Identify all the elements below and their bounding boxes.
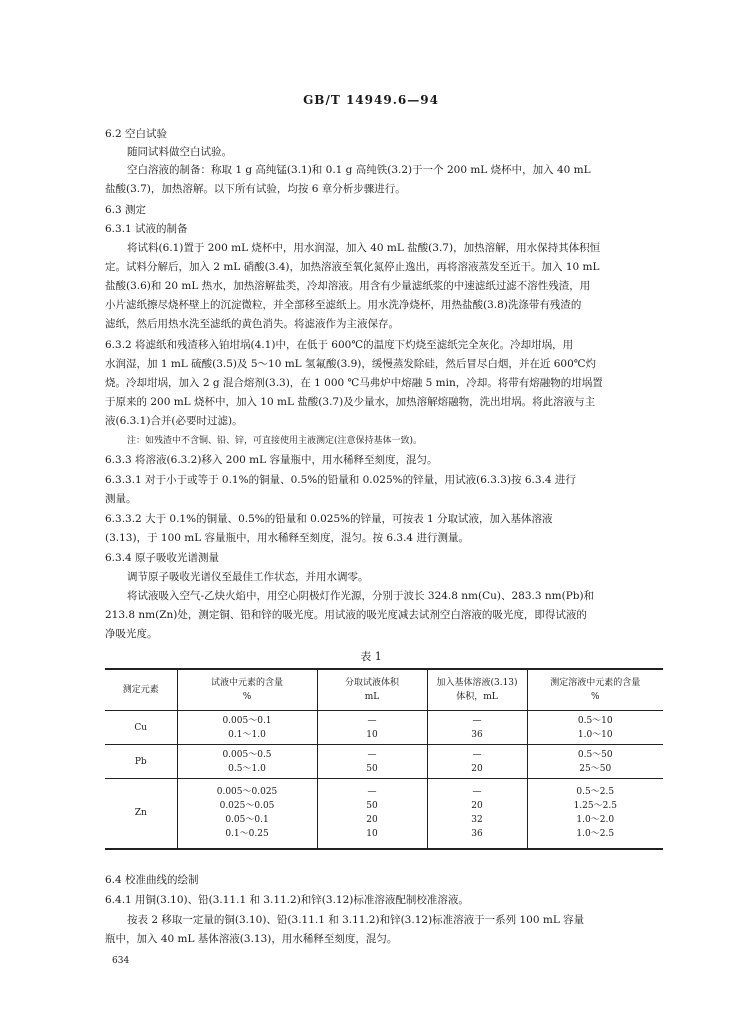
paragraph-line: 213.8 nm(Zn)处，测定铜、铅和锌的吸光度。用试液的吸光度减去试剂空白溶液的吸光度，即得试液的 — [105, 609, 587, 621]
paragraph-line: 空白溶液的制备：称取 1 g 高纯锰(3.1)和 0.1 g 高纯铁(3.2)于一个 200 mL 烧杯中，加入 40 mL — [127, 164, 591, 176]
table-caption: 表 1 — [360, 650, 382, 663]
paragraph-line: 于原来的 200 mL 烧杯中，加入 10 mL 盐酸(3.7)及少量水，加热溶解熔融物，洗出坩埚。将此溶液与主 — [105, 396, 596, 408]
paragraph-line: 烧。冷却坩埚，加入 2 g 混合熔剂(3.3)，在 1 000 ℃马弗炉中熔融 5 min，冷却。将带有熔融物的坩埚置 — [105, 377, 603, 389]
table-header-aliquot: 分取试液体积 mL — [317, 669, 427, 711]
paragraph-line: 按表 2 移取一定量的铜(3.10)、铅(3.11.1 和 3.11.2)和锌(3.12)标准溶液于一系列 100 mL 容量 — [127, 914, 585, 926]
paragraph-line: 6.3.3 将溶液(6.3.2)移入 200 mL 容量瓶中，用水稀释至刻度，混匀。 — [105, 454, 438, 466]
table-cell-element: Cu — [105, 711, 177, 745]
table-cell: 0.5～50 25～50 — [527, 745, 663, 779]
section-heading: 6.4 校准曲线的绘制 — [105, 874, 199, 886]
section-heading: 6.3.4 原子吸收光谱测量 — [105, 552, 220, 564]
table-cell: — 20 32 36 — [427, 779, 527, 849]
standard-header: GB/T 14949.6—94 — [303, 93, 439, 107]
table-cell: 0.005～0.5 0.5～1.0 — [177, 745, 317, 779]
paragraph-line: 调节原子吸收光谱仪至最佳工作状态，并用水调零。 — [127, 571, 369, 583]
paragraph-line: 净吸光度。 — [105, 628, 158, 640]
table-cell-element: Zn — [105, 779, 177, 849]
table-header-measured: 测定溶液中元素的含量 % — [527, 669, 663, 711]
paragraph-line: 6.3.3.1 对于小于或等于 0.1%的铜量、0.5%的铅量和 0.025%的锌量，用试液(6.3.3)按 6.3.4 进行 — [105, 474, 576, 486]
paragraph-line: 6.3.2 将滤纸和残渣移入铂坩埚(4.1)中，在低于 600℃的温度下灼烧至滤纸完全灰化。冷却坩埚，用 — [105, 339, 574, 351]
paragraph-line: 测量。 — [105, 493, 137, 505]
paragraph-line: 6.3.3.2 大于 0.1%的铜量、0.5%的铅量和 0.025%的锌量，可按表 1 分取试液，加入基体溶液 — [105, 513, 553, 525]
table-cell: 0.005～0.025 0.025～0.05 0.05～0.1 0.1～0.25 — [177, 779, 317, 849]
paragraph-line: 滤纸，然后用热水洗至滤纸的黄色消失。将滤液作为主液保存。 — [105, 318, 399, 330]
paragraph-line: 定。试料分解后，加入 2 mL 硝酸(3.4)，加热溶液至氧化氮停止逸出，再将溶液蒸发至近干。加入 10 mL — [105, 261, 600, 273]
data-table — [105, 668, 663, 850]
table-cell: — 50 — [317, 745, 427, 779]
paragraph-line: 随同试料做空白试验。 — [127, 146, 232, 158]
table-header-content: 试液中元素的含量 % — [177, 669, 317, 711]
table-cell: 0.5～10 1.0～10 — [527, 711, 663, 745]
paragraph-line: 将试液吸入空气-乙炔火焰中，用空心阴极灯作光源，分别于波长 324.8 nm(Cu)、283.3 nm(Pb)和 — [127, 590, 595, 602]
table-cell: — 20 — [427, 745, 527, 779]
table-cell: — 50 20 10 — [317, 779, 427, 849]
paragraph-line: 小片滤纸擦尽烧杯壁上的沉淀微粒，并全部移至滤纸上。用水洗净烧杯，用热盐酸(3.8)洗涤带有残渣的 — [105, 299, 582, 311]
paragraph-line: 瓶中，加入 40 mL 基体溶液(3.13)，用水稀释至刻度，混匀。 — [105, 933, 398, 945]
section-heading: 6.3 测定 — [105, 204, 147, 216]
paragraph-line: 盐酸(3.7)，加热溶解。以下所有试验，均按 6 章分析步骤进行。 — [105, 183, 406, 195]
note-line: 注：如残渣中不含铜、铅、锌，可直接使用主液测定(注意保持基体一致)。 — [127, 436, 423, 446]
paragraph-line: (3.13)，于 100 mL 容量瓶中，用水稀释至刻度，混匀。按 6.3.4 进行测量。 — [105, 532, 469, 544]
table-cell-element: Pb — [105, 745, 177, 779]
section-heading: 6.2 空白试验 — [105, 128, 168, 140]
paragraph-line: 盐酸(3.6)和 20 mL 热水，加热溶解盐类，冷却溶液。用含有少量滤纸浆的中速滤纸过滤不溶性残渣，用 — [105, 280, 591, 292]
table-header-element: 测定元素 — [105, 669, 177, 711]
paragraph-line: 液(6.3.1)合并(必要时过滤)。 — [105, 415, 243, 427]
table-cell: 0.005～0.1 0.1～1.0 — [177, 711, 317, 745]
paragraph-line: 将试料(6.1)置于 200 mL 烧杯中，用水润湿，加入 40 mL 盐酸(3.7)，加热溶解，用水保持其体积恒 — [127, 242, 601, 254]
table-cell: — 36 — [427, 711, 527, 745]
paragraph-line: 6.4.1 用铜(3.10)、铅(3.11.1 和 3.11.2)和锌(3.12)标准溶液配制校准溶液。 — [105, 894, 469, 906]
section-heading: 6.3.1 试液的制备 — [105, 223, 188, 235]
table-cell: — 10 — [317, 711, 427, 745]
paragraph-line: 水润湿，加 1 mL 硫酸(3.5)及 5～10 mL 氢氟酸(3.9)，缓慢蒸发除硅，然后冒尽白烟，并在近 600℃灼 — [105, 358, 597, 370]
page-number: 634 — [112, 956, 130, 966]
table-cell: 0.5～2.5 1.25～2.5 1.0～2.0 1.0～2.5 — [527, 779, 663, 849]
table-header-matrix: 加入基体溶液(3.13) 体积，mL — [427, 669, 527, 711]
